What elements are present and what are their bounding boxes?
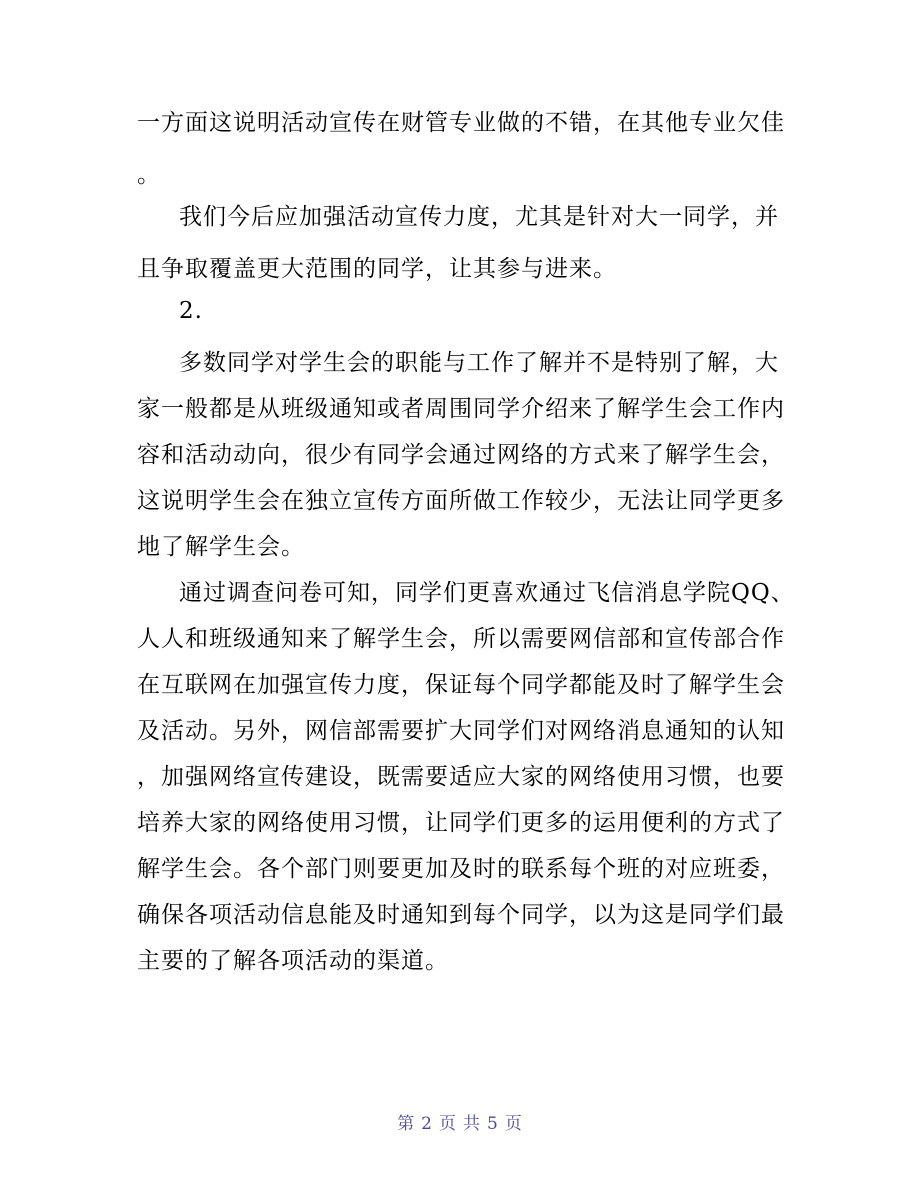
footer-page-prefix: 第 bbox=[397, 1114, 416, 1134]
footer-total-label: 页 bbox=[504, 1114, 523, 1134]
text-line: 且争取覆盖更大范围的同学，让其参与进来。 bbox=[137, 256, 617, 282]
text-line: 人人和班级通知来了解学生会，所以需要网信部和宣传部合作 bbox=[137, 626, 785, 652]
page-footer bbox=[0, 1113, 920, 1135]
footer-current-page: 2 bbox=[421, 1114, 433, 1134]
footer-total-pages: 5 bbox=[487, 1114, 499, 1134]
text-line: 家一般都是从班级通知或者周围同学介绍来了解学生会工作内 bbox=[137, 396, 785, 422]
text-line: 确保各项活动信息能及时通知到每个同学，以为这是同学们最 bbox=[137, 902, 785, 928]
text-line: 及活动。另外，网信部需要扩大同学们对网络消息通知的认知 bbox=[137, 718, 785, 744]
text-line: 通过调查问卷可知，同学们更喜欢通过飞信消息学院QQ、 bbox=[179, 580, 795, 606]
text-line: 培养大家的网络使用习惯，让同学们更多的运用便利的方式了 bbox=[137, 810, 785, 836]
text-line: 我们今后应加强活动宣传力度，尤其是针对大一同学，并 bbox=[179, 204, 779, 230]
text-line: 解学生会。各个部门则要更加及时的联系每个班的对应班委， bbox=[137, 856, 785, 882]
text-line: 容和活动动向，很少有同学会通过网络的方式来了解学生会， bbox=[137, 442, 785, 468]
text-line: 地了解学生会。 bbox=[137, 534, 305, 560]
footer-page-label: 页 bbox=[439, 1114, 457, 1134]
text-line: 在互联网在加强宣传力度，保证每个同学都能及时了解学生会 bbox=[137, 672, 785, 698]
text-line: 主要的了解各项活动的渠道。 bbox=[137, 948, 449, 974]
text-line: 一方面这说明活动宣传在财管专业做的不错，在其他专业欠佳 bbox=[137, 110, 785, 136]
text-line: 2. bbox=[179, 298, 203, 324]
text-line: ，加强网络宣传建设，既需要适应大家的网络使用习惯，也要 bbox=[137, 764, 785, 790]
text-line: 。 bbox=[137, 162, 161, 188]
text-line: 这说明学生会在独立宣传方面所做工作较少，无法让同学更多 bbox=[137, 488, 785, 514]
text-line: 多数同学对学生会的职能与工作了解并不是特别了解，大 bbox=[179, 350, 779, 376]
footer-total-prefix: 共 bbox=[463, 1114, 481, 1134]
